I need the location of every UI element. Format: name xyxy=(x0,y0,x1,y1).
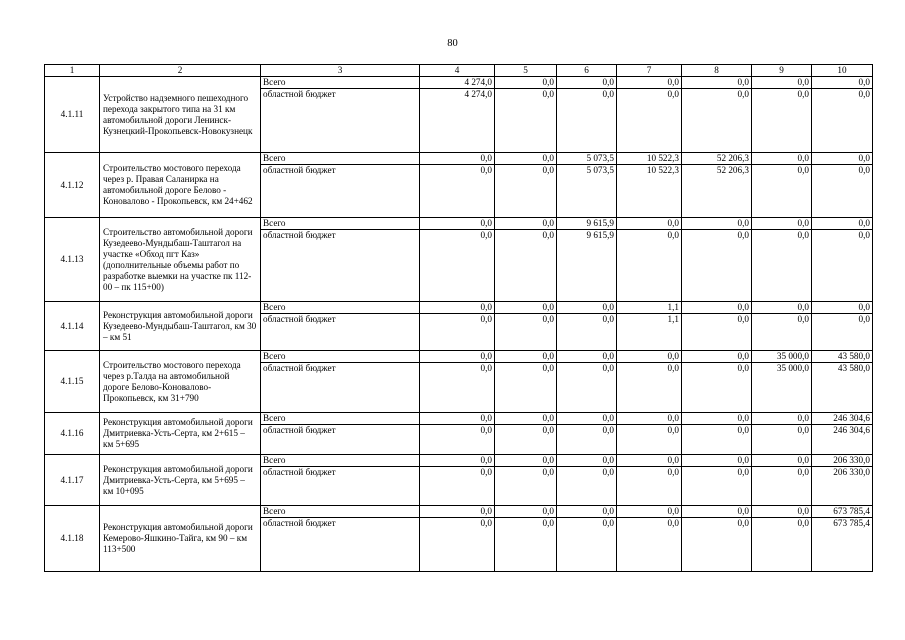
total-value: 0,0 xyxy=(495,302,556,314)
total-value: 0,0 xyxy=(812,153,872,165)
funding-total-label: Всего xyxy=(261,218,419,230)
funding-budget-label: областной бюджет xyxy=(263,425,336,435)
header-row xyxy=(45,65,873,77)
year-value-cell xyxy=(420,153,495,218)
row-object-name: Устройство надземного пешеходного перехода закрытого типа на 31 км автомобильной дороги Ленинск-Кузнецкий-Прокопьевск-Новокузнецк xyxy=(100,77,261,153)
year-value-cell xyxy=(617,455,682,506)
table-row xyxy=(45,302,873,351)
funding-budget-label: областной бюджет xyxy=(263,314,336,324)
year-value-cell xyxy=(420,218,495,302)
budget-value: 0,0 xyxy=(797,89,809,99)
budget-value: 0,0 xyxy=(480,230,492,240)
total-value: 0,0 xyxy=(557,302,616,314)
budget-value: 10 522,3 xyxy=(646,165,679,175)
funding-source-cell xyxy=(261,77,420,153)
row-object-name: Строительство автомобильной дороги Кузедеево-Мундыбаш-Таштагол на участке «Обход пгт Каз» (дополнительные объемы работ по разработке выемки на участке пк 112-00 – пк 115+00) xyxy=(100,218,261,302)
year-value-cell xyxy=(420,302,495,351)
budget-value: 0,0 xyxy=(797,314,809,324)
year-value-cell xyxy=(812,413,873,455)
budget-value: 0,0 xyxy=(667,425,679,435)
total-value: 0,0 xyxy=(752,506,811,518)
column-header: 8 xyxy=(682,65,752,77)
budget-value: 0,0 xyxy=(602,467,614,477)
total-value: 4 274,0 xyxy=(420,77,494,89)
page-number: 80 xyxy=(447,38,458,49)
budget-value: 0,0 xyxy=(797,425,809,435)
year-value-cell xyxy=(495,351,557,413)
total-value: 9 615,9 xyxy=(557,218,616,230)
row-code: 4.1.13 xyxy=(45,218,100,302)
budget-value: 0,0 xyxy=(542,165,554,175)
budget-value: 0,0 xyxy=(737,363,749,373)
budget-value: 0,0 xyxy=(542,230,554,240)
year-value-cell xyxy=(495,302,557,351)
budget-value: 52 206,3 xyxy=(716,165,749,175)
budget-value: 0,0 xyxy=(797,165,809,175)
total-value: 0,0 xyxy=(495,506,556,518)
year-value-cell xyxy=(812,302,873,351)
budget-value: 0,0 xyxy=(667,230,679,240)
total-value: 0,0 xyxy=(557,77,616,89)
year-value-cell xyxy=(812,351,873,413)
year-value-cell xyxy=(617,77,682,153)
total-value: 0,0 xyxy=(812,218,872,230)
total-value: 0,0 xyxy=(682,413,751,425)
budget-value: 0,0 xyxy=(797,467,809,477)
total-value: 0,0 xyxy=(420,218,494,230)
budget-value: 43 580,0 xyxy=(837,363,870,373)
year-value-cell xyxy=(682,506,752,572)
column-header: 9 xyxy=(752,65,812,77)
table-row xyxy=(45,218,873,302)
budget-value: 0,0 xyxy=(737,425,749,435)
year-value-cell xyxy=(682,77,752,153)
total-value: 0,0 xyxy=(495,455,556,467)
year-value-cell xyxy=(812,218,873,302)
total-value: 0,0 xyxy=(682,455,751,467)
year-value-cell xyxy=(812,77,873,153)
column-header: 10 xyxy=(812,65,873,77)
budget-value: 9 615,9 xyxy=(586,230,614,240)
budget-value: 0,0 xyxy=(737,230,749,240)
funding-budget-label: областной бюджет xyxy=(263,230,336,240)
funding-source-cell xyxy=(261,218,420,302)
total-value: 0,0 xyxy=(752,455,811,467)
year-value-cell xyxy=(812,455,873,506)
budget-value: 0,0 xyxy=(602,363,614,373)
funding-budget-label: областной бюджет xyxy=(263,467,336,477)
total-value: 0,0 xyxy=(420,153,494,165)
funding-total-label: Всего xyxy=(261,302,419,314)
year-value-cell xyxy=(495,218,557,302)
year-value-cell xyxy=(752,77,812,153)
table-row xyxy=(45,77,873,153)
column-header: 1 xyxy=(45,65,100,77)
year-value-cell xyxy=(557,506,617,572)
budget-value: 0,0 xyxy=(602,425,614,435)
total-value: 0,0 xyxy=(617,413,681,425)
total-value: 0,0 xyxy=(617,455,681,467)
row-code: 4.1.15 xyxy=(45,351,100,413)
year-value-cell xyxy=(557,351,617,413)
column-header: 7 xyxy=(617,65,682,77)
total-value: 0,0 xyxy=(752,218,811,230)
total-value: 0,0 xyxy=(420,413,494,425)
year-value-cell xyxy=(617,153,682,218)
table-row xyxy=(45,506,873,572)
year-value-cell xyxy=(812,153,873,218)
year-value-cell xyxy=(420,77,495,153)
column-header: 6 xyxy=(557,65,617,77)
total-value: 0,0 xyxy=(682,351,751,363)
funding-source-cell xyxy=(261,302,420,351)
total-value: 0,0 xyxy=(617,77,681,89)
budget-value: 0,0 xyxy=(737,467,749,477)
budget-value: 0,0 xyxy=(602,518,614,528)
column-header: 2 xyxy=(100,65,261,77)
budget-value: 0,0 xyxy=(480,425,492,435)
funding-budget-label: областной бюджет xyxy=(263,363,336,373)
year-value-cell xyxy=(617,218,682,302)
total-value: 0,0 xyxy=(495,413,556,425)
budget-value: 206 330,0 xyxy=(833,467,870,477)
row-object-name: Реконструкция автомобильной дороги Кемерово-Яшкино-Тайга, км 90 – км 113+500 xyxy=(100,506,261,572)
budget-value: 0,0 xyxy=(858,230,870,240)
budget-value: 246 304,6 xyxy=(833,425,870,435)
budget-value: 0,0 xyxy=(602,89,614,99)
year-value-cell xyxy=(557,413,617,455)
total-value: 0,0 xyxy=(682,218,751,230)
row-object-name: Строительство мостового перехода через р. Правая Саланирка на автомобильной дороге Белово - Коновалово - Прокопьевск, км 24+462 xyxy=(100,153,261,218)
funding-source-cell xyxy=(261,153,420,218)
budget-value: 0,0 xyxy=(797,230,809,240)
year-value-cell xyxy=(495,506,557,572)
total-value: 206 330,0 xyxy=(812,455,872,467)
total-value: 0,0 xyxy=(420,506,494,518)
total-value: 0,0 xyxy=(752,77,811,89)
total-value: 0,0 xyxy=(495,77,556,89)
total-value: 5 073,5 xyxy=(557,153,616,165)
budget-value: 0,0 xyxy=(797,518,809,528)
year-value-cell xyxy=(752,506,812,572)
year-value-cell xyxy=(682,218,752,302)
total-value: 35 000,0 xyxy=(752,351,811,363)
budget-value: 5 073,5 xyxy=(586,165,614,175)
budget-value: 0,0 xyxy=(667,363,679,373)
budget-value: 673 785,4 xyxy=(833,518,870,528)
budget-value: 0,0 xyxy=(480,467,492,477)
year-value-cell xyxy=(752,302,812,351)
total-value: 0,0 xyxy=(617,506,681,518)
total-value: 673 785,4 xyxy=(812,506,872,518)
funding-total-label: Всего xyxy=(261,351,419,363)
budget-value: 0,0 xyxy=(667,518,679,528)
year-value-cell xyxy=(420,455,495,506)
total-value: 0,0 xyxy=(682,302,751,314)
funding-source-cell xyxy=(261,413,420,455)
total-value: 0,0 xyxy=(495,351,556,363)
total-value: 1,1 xyxy=(617,302,681,314)
year-value-cell xyxy=(420,413,495,455)
budget-value: 4 274,0 xyxy=(464,89,492,99)
funding-total-label: Всего xyxy=(261,455,419,467)
budget-value: 1,1 xyxy=(667,314,679,324)
total-value: 0,0 xyxy=(752,413,811,425)
row-code: 4.1.16 xyxy=(45,413,100,455)
year-value-cell xyxy=(495,77,557,153)
total-value: 0,0 xyxy=(682,77,751,89)
year-value-cell xyxy=(682,153,752,218)
year-value-cell xyxy=(495,413,557,455)
budget-value: 0,0 xyxy=(542,89,554,99)
total-value: 0,0 xyxy=(682,506,751,518)
row-object-name: Реконструкция автомобильной дороги Дмитриевка-Усть-Серта, км 5+695 – км 10+095 xyxy=(100,455,261,506)
budget-value: 0,0 xyxy=(480,165,492,175)
table-row xyxy=(45,455,873,506)
budget-value: 0,0 xyxy=(858,89,870,99)
year-value-cell xyxy=(420,351,495,413)
total-value: 0,0 xyxy=(752,153,811,165)
row-object-name: Реконструкция автомобильной дороги Кузедеево-Мундыбаш-Таштагол, км 30 – км 51 xyxy=(100,302,261,351)
budget-value: 0,0 xyxy=(542,363,554,373)
total-value: 0,0 xyxy=(812,302,872,314)
year-value-cell xyxy=(682,302,752,351)
budget-value: 0,0 xyxy=(602,314,614,324)
year-value-cell xyxy=(557,218,617,302)
budget-value: 0,0 xyxy=(480,363,492,373)
total-value: 0,0 xyxy=(420,302,494,314)
year-value-cell xyxy=(752,455,812,506)
total-value: 0,0 xyxy=(495,153,556,165)
budget-value: 0,0 xyxy=(480,518,492,528)
budget-value: 0,0 xyxy=(667,467,679,477)
year-value-cell xyxy=(682,351,752,413)
budget-value: 0,0 xyxy=(737,314,749,324)
row-object-name: Строительство мостового перехода через р.Талда на автомобильной дороге Белово-Коновалово-Прокопьевск, км 31+790 xyxy=(100,351,261,413)
total-value: 0,0 xyxy=(420,351,494,363)
table-row xyxy=(45,153,873,218)
budget-table xyxy=(44,64,873,572)
total-value: 43 580,0 xyxy=(812,351,872,363)
budget-value: 0,0 xyxy=(737,89,749,99)
funding-total-label: Всего xyxy=(261,77,419,89)
budget-value: 0,0 xyxy=(737,518,749,528)
budget-value: 0,0 xyxy=(858,165,870,175)
total-value: 0,0 xyxy=(420,455,494,467)
column-header: 4 xyxy=(420,65,495,77)
column-header: 5 xyxy=(495,65,557,77)
total-value: 0,0 xyxy=(812,77,872,89)
year-value-cell xyxy=(420,506,495,572)
year-value-cell xyxy=(557,153,617,218)
total-value: 0,0 xyxy=(617,351,681,363)
funding-source-cell xyxy=(261,455,420,506)
funding-total-label: Всего xyxy=(261,506,419,518)
budget-value: 0,0 xyxy=(480,314,492,324)
total-value: 52 206,3 xyxy=(682,153,751,165)
year-value-cell xyxy=(617,302,682,351)
total-value: 0,0 xyxy=(617,218,681,230)
year-value-cell xyxy=(812,506,873,572)
column-header: 3 xyxy=(261,65,420,77)
budget-value: 0,0 xyxy=(542,467,554,477)
table-row xyxy=(45,413,873,455)
year-value-cell xyxy=(495,455,557,506)
budget-value: 0,0 xyxy=(542,425,554,435)
total-value: 0,0 xyxy=(557,506,616,518)
year-value-cell xyxy=(752,153,812,218)
year-value-cell xyxy=(617,413,682,455)
total-value: 0,0 xyxy=(495,218,556,230)
year-value-cell xyxy=(752,413,812,455)
funding-source-cell xyxy=(261,506,420,572)
funding-budget-label: областной бюджет xyxy=(263,518,336,528)
funding-budget-label: областной бюджет xyxy=(263,165,336,175)
total-value: 0,0 xyxy=(752,302,811,314)
year-value-cell xyxy=(557,455,617,506)
row-code: 4.1.14 xyxy=(45,302,100,351)
budget-value: 0,0 xyxy=(542,518,554,528)
year-value-cell xyxy=(495,153,557,218)
row-code: 4.1.11 xyxy=(45,77,100,153)
total-value: 0,0 xyxy=(557,351,616,363)
funding-source-cell xyxy=(261,351,420,413)
year-value-cell xyxy=(557,77,617,153)
year-value-cell xyxy=(557,302,617,351)
row-code: 4.1.12 xyxy=(45,153,100,218)
budget-value: 0,0 xyxy=(858,314,870,324)
total-value: 0,0 xyxy=(557,455,616,467)
year-value-cell xyxy=(617,351,682,413)
year-value-cell xyxy=(617,506,682,572)
year-value-cell xyxy=(682,455,752,506)
budget-value: 0,0 xyxy=(667,89,679,99)
funding-total-label: Всего xyxy=(261,153,419,165)
total-value: 10 522,3 xyxy=(617,153,681,165)
total-value: 246 304,6 xyxy=(812,413,872,425)
funding-total-label: Всего xyxy=(261,413,419,425)
funding-budget-label: областной бюджет xyxy=(263,89,336,99)
year-value-cell xyxy=(752,351,812,413)
table-row xyxy=(45,351,873,413)
year-value-cell xyxy=(682,413,752,455)
row-code: 4.1.18 xyxy=(45,506,100,572)
total-value: 0,0 xyxy=(557,413,616,425)
budget-value: 0,0 xyxy=(542,314,554,324)
row-object-name: Реконструкция автомобильной дороги Дмитриевка-Усть-Серта, км 2+615 – км 5+695 xyxy=(100,413,261,455)
row-code: 4.1.17 xyxy=(45,455,100,506)
year-value-cell xyxy=(752,218,812,302)
budget-value: 35 000,0 xyxy=(776,363,809,373)
